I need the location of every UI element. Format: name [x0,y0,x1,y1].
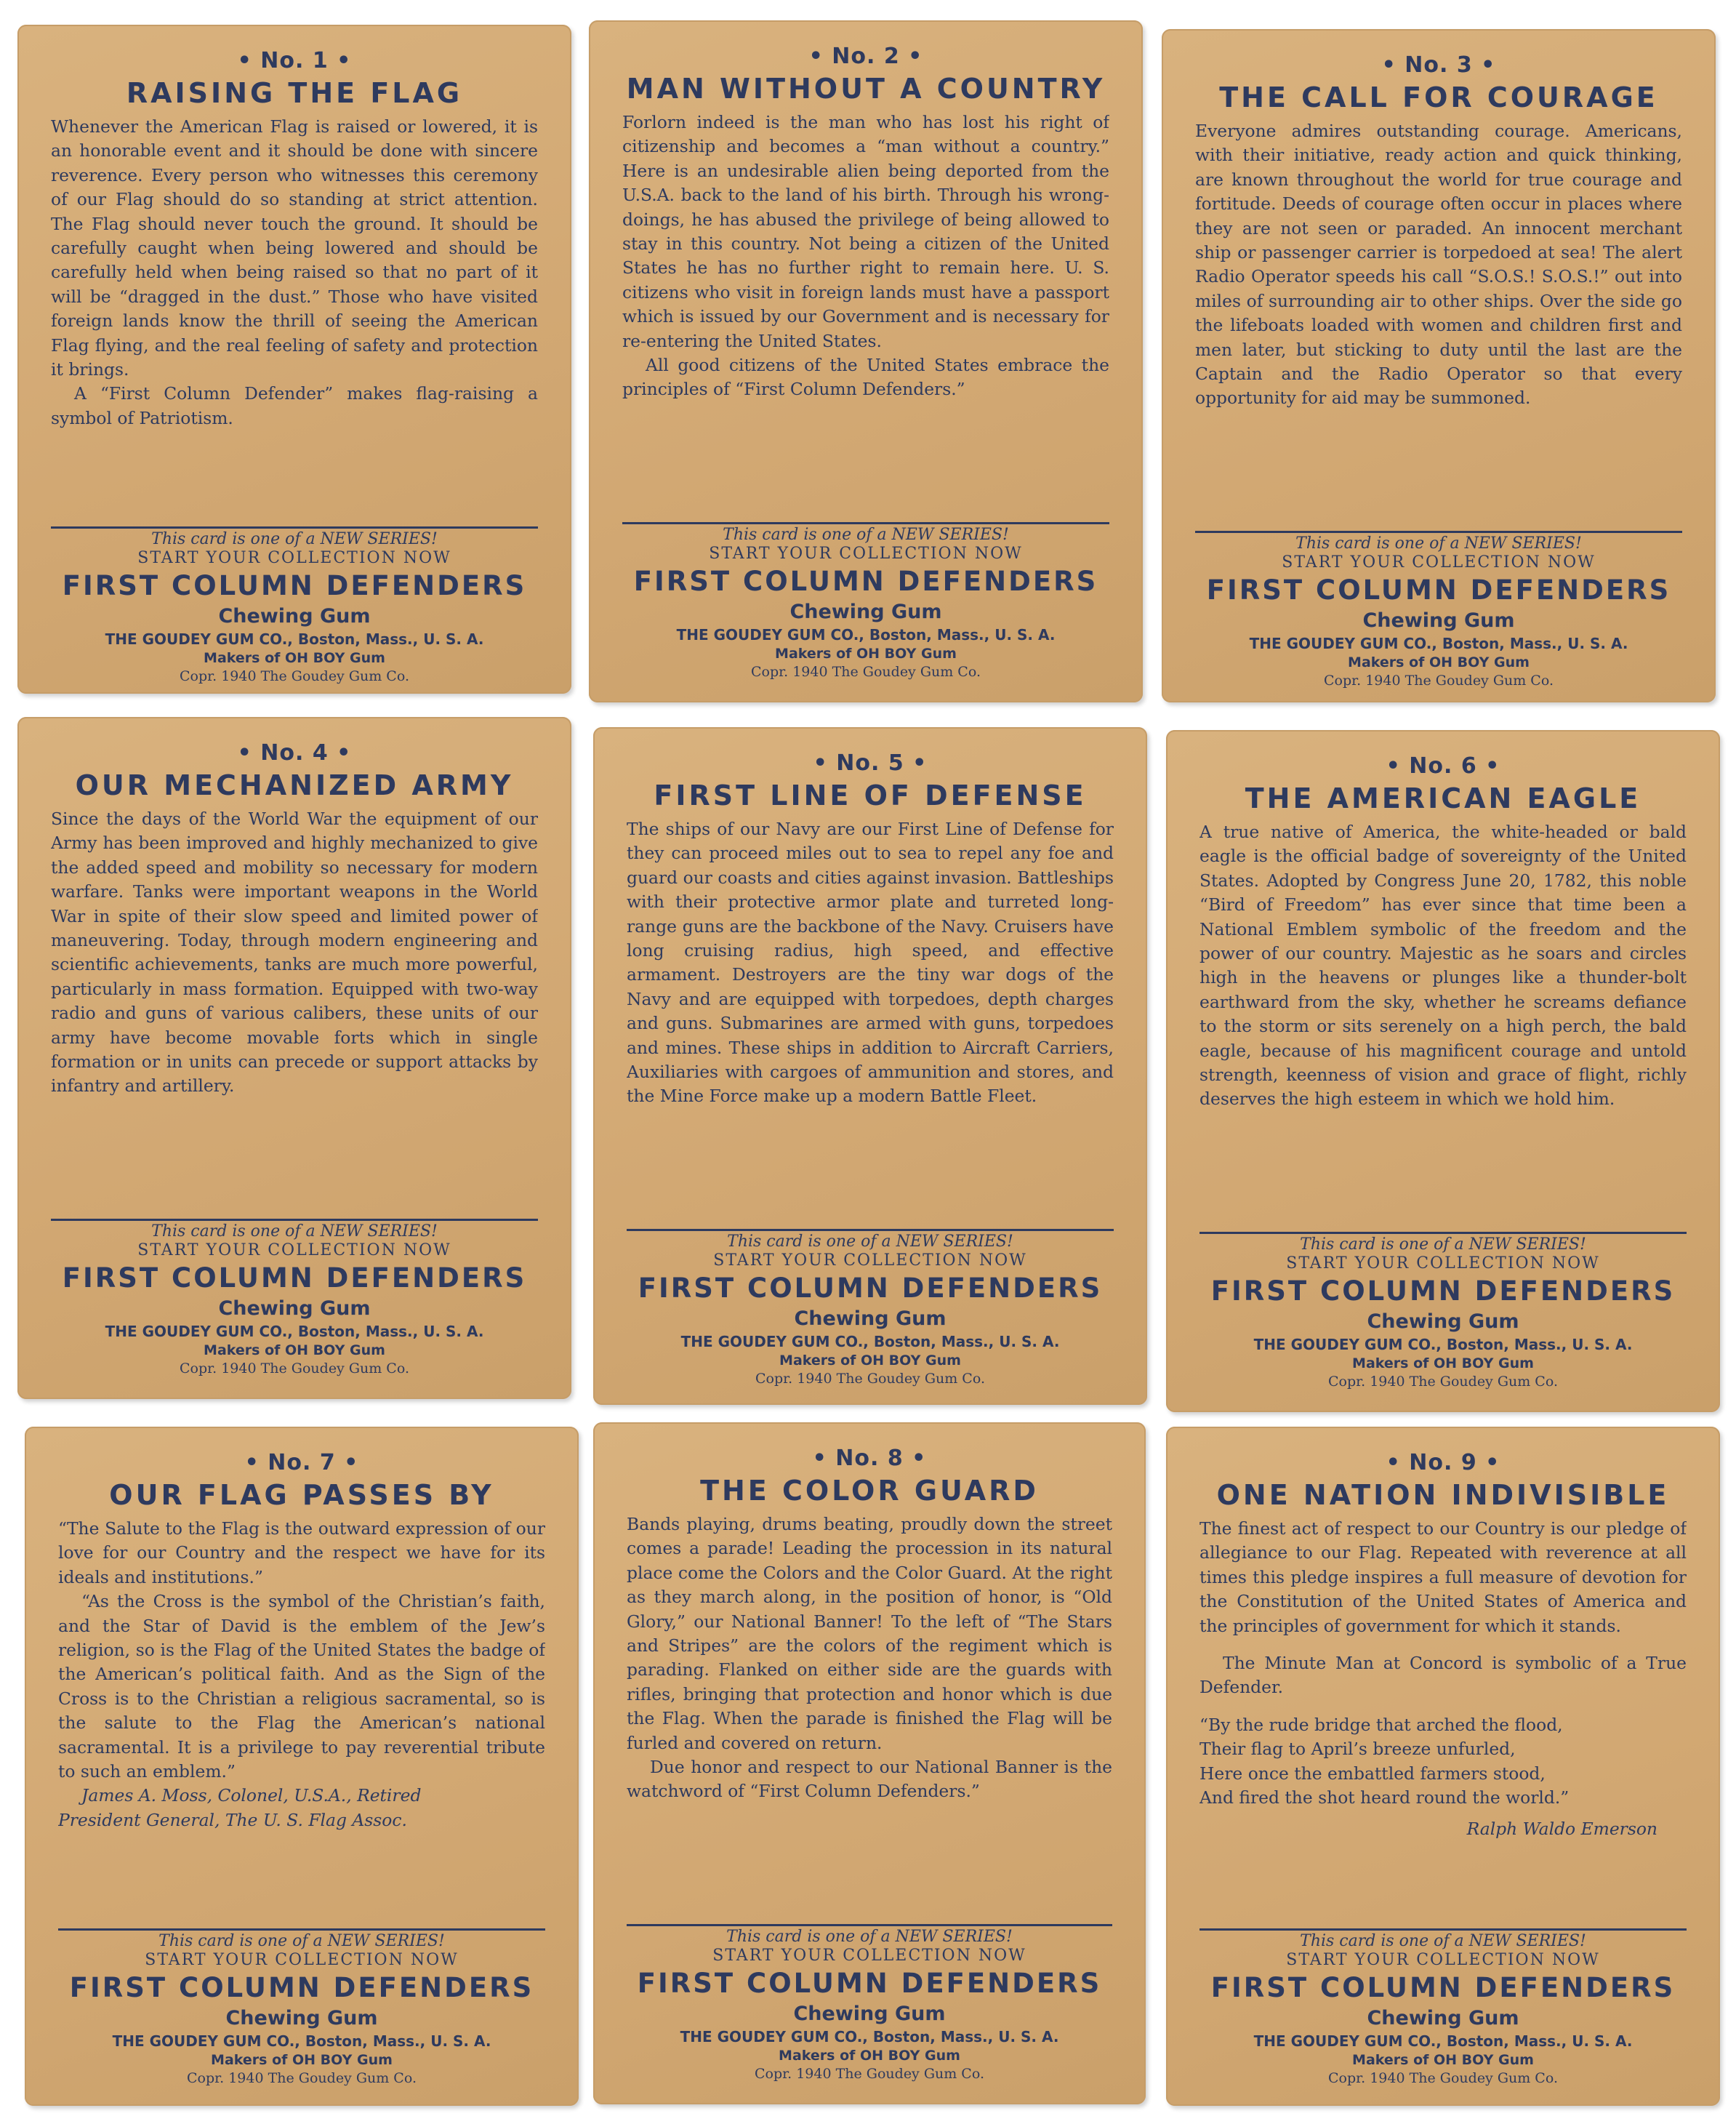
poem-quote [1199,1713,1687,1811]
card-footer [622,526,1109,681]
collection-note: START YOUR COLLECTION NOW [1286,1254,1600,1273]
collection-note: START YOUR COLLECTION NOW [137,549,451,567]
card-text [58,1517,545,1928]
brand-name: FIRST COLUMN DEFENDERS [638,1273,1103,1304]
card-no-5 [593,727,1147,1405]
card-paragraph: “The Salute to the Flag is the outward expression of our love for our Country and the respect we have for its ideals and institutions.” [58,1518,545,1587]
product-name: Chewing Gum [225,2007,378,2029]
card-title: THE COLOR GUARD [700,1475,1039,1507]
divider [627,1924,1112,1926]
brand-name: FIRST COLUMN DEFENDERS [62,570,527,601]
card-number: • No. 4 • [237,740,352,766]
copyright-line: Copr. 1940 The Goudey Gum Co. [1328,1374,1558,1390]
card-no-1 [17,25,571,694]
card-footer [627,1233,1114,1388]
card-no-2 [589,20,1143,702]
copyright-line: Copr. 1940 The Goudey Gum Co. [755,2066,984,2082]
collection-note: START YOUR COLLECTION NOW [1282,553,1596,572]
product-name: Chewing Gum [218,1297,371,1320]
copyright-line: Copr. 1940 The Goudey Gum Co. [755,1371,985,1387]
divider [1199,1928,1687,1931]
card-number: • No. 3 • [1381,52,1496,78]
card-text [1195,119,1682,531]
divider [51,1219,538,1221]
oh-boy-line: Makers of OH BOY Gum [1352,1355,1534,1371]
card-number: • No. 8 • [812,1446,927,1471]
card-title: OUR FLAG PASSES BY [109,1479,494,1511]
card-text [627,1512,1112,1924]
card-number: • No. 7 • [244,1450,359,1475]
maker-line: THE GOUDEY GUM CO., Boston, Mass., U. S. A. [105,1323,484,1340]
card-no-8 [593,1422,1146,2104]
card-title: RAISING THE FLAG [126,77,463,109]
series-note: This card is one of a NEW SERIES! [1300,1235,1586,1254]
card-no-7 [25,1427,579,2106]
poem-author: Ralph Waldo Emerson [1466,1819,1657,1840]
card-no-9 [1166,1427,1720,2106]
product-name: Chewing Gum [218,605,371,628]
card-paragraph: The ships of our Navy are our First Line of Defense for they can proceed miles out to sea to repel any foe and guard our coasts and cities against invasion. Battleships with their protective armor plate and turreted long-range guns are the backbone of the Navy. Cruisers have long cruising radius, high speed, and effective armament. Destroyers are the tiny war dogs of the Navy and are equipped with torpedoes, depth charges and guns. Submarines are armed with guns, torpedoes and mines. These ships in addition to Aircraft Carriers, Auxiliaries with cargoes of ammunition and stores, and the Mine Force make up a modern Battle Fleet. [627,819,1114,1107]
maker-line: THE GOUDEY GUM CO., Boston, Mass., U. S. A. [676,626,1056,644]
oh-boy-line: Makers of OH BOY Gum [779,1352,961,1368]
card-paragraph: A true native of America, the white-headed or bald eagle is the official badge of sovereignty of the United States. Adopted by Congress June 20, 1782, this noble “Bird of Freedom” has ever since that time been a National Emblem symbolic of the freedom and the power of our country. Majestic as he soars and circles high in the heavens or plunges like a thunder-bolt earthward from the sky, whether he screams defiance to the storm or sits serenely on a high perch, the bald eagle, because of his magnificent courage and untold strength, keenness of vision and grace of flight, richly deserves the high esteem in which we hold him. [1199,822,1687,1110]
oh-boy-line: Makers of OH BOY Gum [1348,654,1530,670]
collection-note: START YOUR COLLECTION NOW [145,1951,459,1969]
card-number: • No. 1 • [237,48,352,73]
card-paragraph: Due honor and respect to our National Banner is the watchword of “First Column Defenders.” [627,1757,1112,1802]
card-title: ONE NATION INDIVISIBLE [1216,1479,1670,1511]
quote-attribution: James A. Moss, Colonel, U.S.A., Retired [81,1785,422,1806]
oh-boy-line: Makers of OH BOY Gum [211,2052,393,2068]
card-paragraph: Since the days of the World War the equipment of our Army has been improved and highly mechanized to give the added speed and mobility so necessary for modern warfare. Tanks were important weapons in the World War in spite of their slow speed and limited power of maneuvering. Today, through modern engineering and scientific achievements, tanks are much more powerful, particularly in mass formation. Equipped with two-way radio and guns of various calibers, these units of our army have become movable forts which in single formation or in units can precede or support attacks by infantry and artillery. [51,809,538,1097]
card-no-3 [1162,29,1716,702]
maker-line: THE GOUDEY GUM CO., Boston, Mass., U. S. A. [680,2028,1059,2045]
card-text [622,111,1109,522]
card-paragraph: The finest act of respect to our Country is our pledge of allegiance to our Flag. Repeated with reverence at all times this pledge inspires a full measure of devotion for the Constitution of the United States of America and the principles of government for which it stands. [1199,1518,1687,1636]
divider [622,522,1109,524]
series-note: This card is one of a NEW SERIES! [158,1932,445,1950]
card-footer [1195,534,1682,690]
oh-boy-line: Makers of OH BOY Gum [779,2048,960,2064]
series-note: This card is one of a NEW SERIES! [1300,1932,1586,1950]
series-note: This card is one of a NEW SERIES! [151,530,438,548]
oh-boy-line: Makers of OH BOY Gum [204,650,385,666]
product-name: Chewing Gum [789,601,942,623]
poem-line: Here once the embattled farmers stood, [1199,1763,1546,1784]
quote-attribution-title: President General, The U. S. Flag Assoc. [58,1809,407,1830]
copyright-line: Copr. 1940 The Goudey Gum Co. [180,668,409,684]
divider [51,526,538,529]
card-number: • No. 5 • [813,750,928,776]
maker-line: THE GOUDEY GUM CO., Boston, Mass., U. S. A. [1253,2032,1633,2050]
series-note: This card is one of a NEW SERIES! [723,526,1009,544]
copyright-line: Copr. 1940 The Goudey Gum Co. [1324,673,1554,689]
oh-boy-line: Makers of OH BOY Gum [1352,2052,1534,2068]
poem-line: “By the rude bridge that arched the flood, [1199,1714,1563,1735]
card-paragraph: A “First Column Defender” makes flag-raising a symbol of Patriotism. [51,383,538,428]
brand-name: FIRST COLUMN DEFENDERS [1210,1972,1676,2003]
series-note: This card is one of a NEW SERIES! [727,1233,1013,1251]
maker-line: THE GOUDEY GUM CO., Boston, Mass., U. S. A. [1253,1336,1633,1353]
divider [1199,1232,1687,1234]
collection-note: START YOUR COLLECTION NOW [712,1947,1026,1965]
poem-line: Their flag to April’s breeze unfurled, [1199,1739,1516,1760]
card-paragraph: Everyone admires outstanding courage. Americans, with their initiative, ready action and quick thinking, are known throughout the world for true courage and fortitude. Deeds of courage often occur in places where they are not seen or paraded. An innocent merchant ship or passenger carrier is torpedoed at sea! The alert Radio Operator speeds his call “S.O.S.! S.O.S.!” out into miles of surrounding air to other ships. Over the side go the lifeboats loaded with women and children first and men later, but sticking to duty until the last are the Captain and the Radio Operator so that every opportunity for aid may be summoned. [1195,121,1682,409]
product-name: Chewing Gum [794,1307,947,1330]
brand-name: FIRST COLUMN DEFENDERS [637,1968,1102,1999]
maker-line: THE GOUDEY GUM CO., Boston, Mass., U. S. A. [112,2032,491,2050]
brand-name: FIRST COLUMN DEFENDERS [633,566,1098,597]
copyright-line: Copr. 1940 The Goudey Gum Co. [187,2070,417,2086]
card-paragraph: Forlorn indeed is the man who has lost his right of citizenship and becomes a “man without a country.” Here is an undesirable alien being deported from the U.S.A. back to the land of his birth. Through his wrong-doings, he has abused the privilege of being allowed to stay in this country. Not being a citizen of the United States he has no further right to remain here. U. S. citizens who visit in foreign lands must have a passport which is issued by our Government and is necessary for re-entering the United States. [622,112,1109,351]
card-footer [58,1932,545,2088]
card-no-4 [17,717,571,1399]
product-name: Chewing Gum [793,2003,946,2025]
oh-boy-line: Makers of OH BOY Gum [775,646,957,662]
card-paragraph: “As the Cross is the symbol of the Christian’s faith, and the Star of David is the emblem of the Jew’s religion, so is the Flag of the United States the badge of the American’s political faith. And as the Sign of the Cross is to the Christian a religious sacramental, so is the salute to the Flag the American’s national sacramental. It is a privilege to pay reverential tribute to such an emblem.” [58,1591,545,1782]
copyright-line: Copr. 1940 The Goudey Gum Co. [1328,2070,1558,2086]
card-text [627,817,1114,1229]
oh-boy-line: Makers of OH BOY Gum [204,1342,385,1358]
card-footer [627,1928,1112,2083]
copyright-line: Copr. 1940 The Goudey Gum Co. [751,664,981,680]
card-text [51,115,538,526]
product-name: Chewing Gum [1367,2007,1519,2029]
card-title: THE CALL FOR COURAGE [1219,81,1658,113]
card-paragraph: All good citizens of the United States embrace the principles of “First Column Defenders.” [622,355,1109,400]
card-text [1199,820,1687,1232]
card-title: MAN WITHOUT A COUNTRY [626,73,1106,105]
collection-note: START YOUR COLLECTION NOW [1286,1951,1600,1969]
card-title: OUR MECHANIZED ARMY [75,769,514,801]
card-number: • No. 9 • [1386,1450,1500,1475]
card-text [51,807,538,1219]
card-title: FIRST LINE OF DEFENSE [654,780,1087,811]
maker-line: THE GOUDEY GUM CO., Boston, Mass., U. S. A. [105,630,484,648]
divider [1195,531,1682,533]
brand-name: FIRST COLUMN DEFENDERS [1206,574,1671,606]
brand-name: FIRST COLUMN DEFENDERS [69,1972,534,2003]
series-note: This card is one of a NEW SERIES! [726,1928,1013,1946]
card-text [1199,1517,1687,1928]
card-footer [1199,1235,1687,1391]
series-note: This card is one of a NEW SERIES! [1295,534,1582,553]
collection-note: START YOUR COLLECTION NOW [137,1241,451,1259]
collection-note: START YOUR COLLECTION NOW [713,1251,1027,1270]
divider [58,1928,545,1931]
card-number: • No. 6 • [1386,753,1500,779]
product-name: Chewing Gum [1367,1310,1519,1333]
brand-name: FIRST COLUMN DEFENDERS [62,1262,527,1294]
card-paragraph: Bands playing, drums beating, proudly down the street comes a parade! Leading the procession in its natural place come the Colors and the Color Guard. At the right as they march along, in the position of honor, is “Old Glory,” our National Banner! To the left of “The Stars and Stripes” are the colors of the regiment which is parading. Flanked on either side are the guards with rifles, bringing that protection and honor which is due the Flag. When the parade is finished the Flag will be furled and covered on return. [627,1514,1112,1753]
card-footer [51,530,538,686]
series-note: This card is one of a NEW SERIES! [151,1222,438,1241]
card-title: THE AMERICAN EAGLE [1245,782,1641,814]
card-no-6 [1166,730,1720,1412]
maker-line: THE GOUDEY GUM CO., Boston, Mass., U. S. A. [680,1333,1060,1350]
card-paragraph: Whenever the American Flag is raised or lowered, it is an honorable event and it should be done with sincere reverence. Every person who witnesses this ceremony of our Flag should do so standing at strict attention. The Flag should never touch the ground. It should be carefully caught when being lowered and should be carefully held when being raised so that no part of it will be “dragged in the dust.” Those who have visited foreign lands know the thrill of seeing the American Flag flying, and the real feeling of safety and protection it brings. [51,116,538,380]
brand-name: FIRST COLUMN DEFENDERS [1210,1275,1676,1307]
maker-line: THE GOUDEY GUM CO., Boston, Mass., U. S. A. [1249,635,1628,652]
copyright-line: Copr. 1940 The Goudey Gum Co. [180,1360,409,1376]
card-footer [51,1222,538,1378]
card-number: • No. 2 • [808,44,923,69]
poem-line: And fired the shot heard round the world.” [1199,1787,1570,1808]
collection-note: START YOUR COLLECTION NOW [709,545,1023,563]
product-name: Chewing Gum [1362,609,1515,632]
divider [627,1229,1114,1231]
card-footer [1199,1932,1687,2088]
card-paragraph: The Minute Man at Concord is symbolic of a True Defender. [1199,1653,1687,1698]
